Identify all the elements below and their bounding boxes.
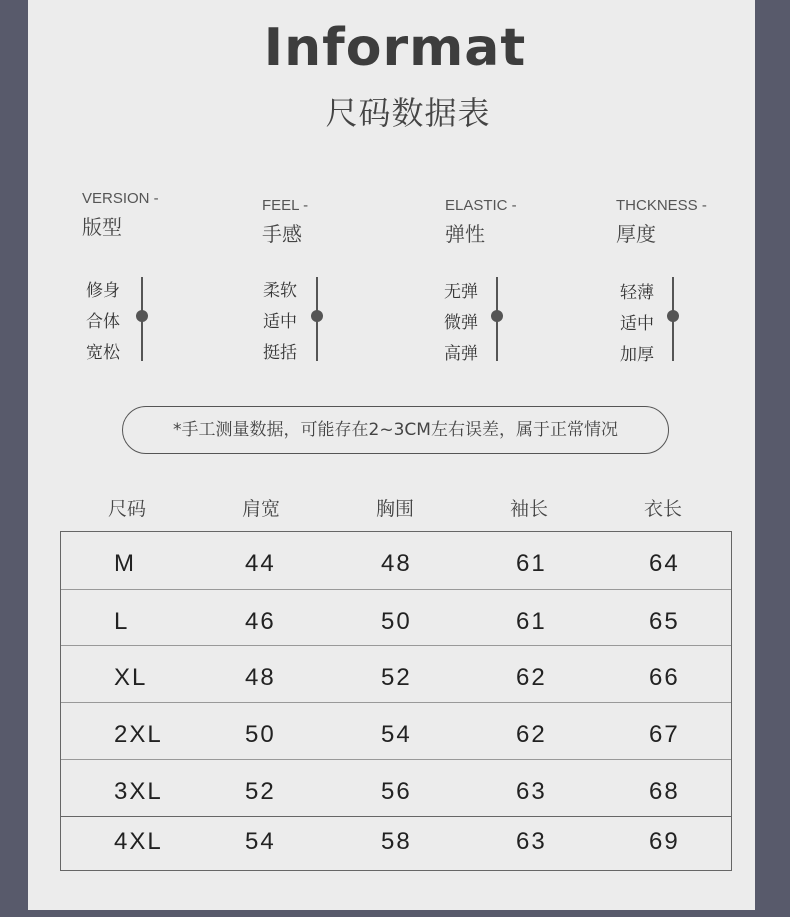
table-cell: 68 xyxy=(649,778,680,805)
table-cell: 61 xyxy=(516,608,547,635)
table-cell: 64 xyxy=(649,550,680,577)
table-cell: 48 xyxy=(381,550,412,577)
table-row xyxy=(61,759,731,816)
table-cell: 4XL xyxy=(114,828,163,855)
page-subtitle: 尺码数据表 xyxy=(325,94,491,132)
table-cell: M xyxy=(114,550,136,577)
option-label: 无弹 xyxy=(444,282,478,302)
table-cell: 52 xyxy=(381,664,412,691)
table-cell: 50 xyxy=(381,608,412,635)
option-label: 合体 xyxy=(86,312,120,332)
table-cell: 46 xyxy=(245,608,276,635)
table-cell: 62 xyxy=(516,664,547,691)
table-cell: 61 xyxy=(516,550,547,577)
table-cell: 48 xyxy=(245,664,276,691)
option-label: 适中 xyxy=(263,312,297,332)
scale-marker xyxy=(667,310,679,322)
table-cell: 66 xyxy=(649,664,680,691)
table-cell: 58 xyxy=(381,828,412,855)
option-label: 加厚 xyxy=(620,345,654,365)
table-cell: 54 xyxy=(245,828,276,855)
scale-marker xyxy=(491,310,503,322)
table-cell: 50 xyxy=(245,721,276,748)
table-cell: 63 xyxy=(516,828,547,855)
option-label: 适中 xyxy=(620,314,654,334)
size-table xyxy=(60,531,732,871)
attribute-feel xyxy=(262,197,308,247)
column-header-shoulder: 肩宽 xyxy=(241,498,280,520)
table-row xyxy=(61,532,731,588)
table-cell: 54 xyxy=(381,721,412,748)
table-cell: L xyxy=(114,608,130,635)
table-row xyxy=(61,589,731,646)
table-row xyxy=(61,816,731,870)
table-row xyxy=(61,645,731,702)
table-cell: 62 xyxy=(516,721,547,748)
attribute-label-zh: 弹性 xyxy=(445,222,485,246)
attribute-version xyxy=(82,190,159,240)
table-cell: 44 xyxy=(245,550,276,577)
attribute-thickness xyxy=(616,197,707,247)
table-cell: 3XL xyxy=(114,778,163,805)
attribute-label-en: FEEL - xyxy=(262,197,309,214)
table-cell: 52 xyxy=(245,778,276,805)
attribute-label-zh: 版型 xyxy=(82,215,122,239)
attribute-label-zh: 厚度 xyxy=(616,222,656,246)
column-header-size: 尺码 xyxy=(107,498,146,520)
page-title: Informat xyxy=(263,18,527,78)
option-label: 柔软 xyxy=(263,281,297,301)
option-label: 微弹 xyxy=(444,313,478,333)
attribute-label-zh: 手感 xyxy=(262,222,302,246)
table-cell: 69 xyxy=(649,828,680,855)
table-row xyxy=(61,702,731,759)
table-cell: 63 xyxy=(516,778,547,805)
measurement-note: *手工测量数据，可能存在2~3CM左右误差，属于正常情况 xyxy=(122,406,669,454)
option-label: 轻薄 xyxy=(620,283,654,303)
attribute-label-en: THCKNESS - xyxy=(616,197,707,214)
attribute-elastic xyxy=(445,197,517,247)
table-cell: 56 xyxy=(381,778,412,805)
table-cell: XL xyxy=(114,664,148,691)
column-header-sleeve: 袖长 xyxy=(509,498,548,520)
option-label: 宽松 xyxy=(86,343,120,363)
attribute-label-en: VERSION - xyxy=(82,190,159,207)
scale-marker xyxy=(136,310,148,322)
option-label: 挺括 xyxy=(263,343,297,363)
column-header-chest: 胸围 xyxy=(375,498,414,520)
table-cell: 67 xyxy=(649,721,680,748)
table-cell: 2XL xyxy=(114,721,163,748)
option-label: 高弹 xyxy=(444,344,478,364)
column-header-length: 衣长 xyxy=(643,498,682,520)
option-label: 修身 xyxy=(86,281,120,301)
scale-marker xyxy=(311,310,323,322)
attribute-label-en: ELASTIC - xyxy=(445,197,517,214)
table-cell: 65 xyxy=(649,608,680,635)
